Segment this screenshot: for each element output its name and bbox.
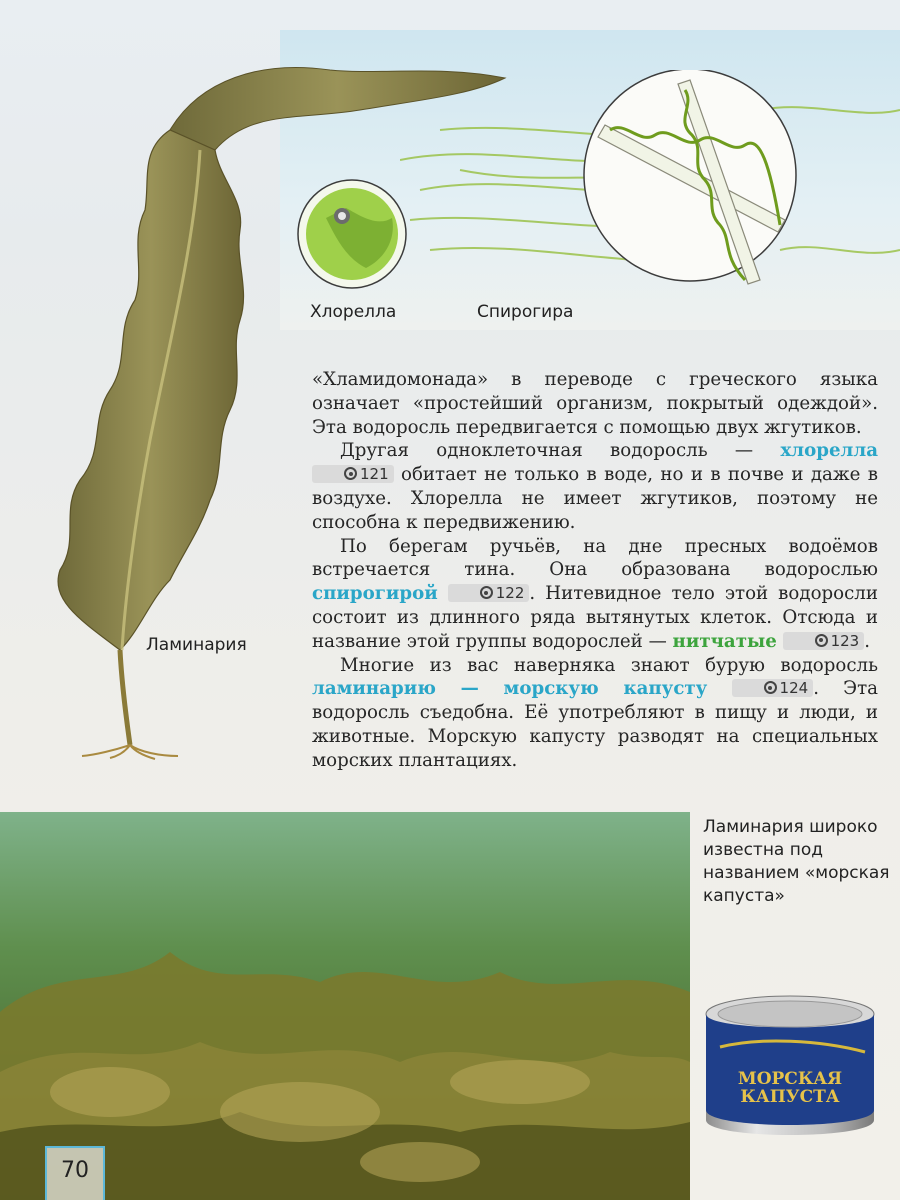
term-filamentous: нитчатые — [672, 630, 777, 652]
term-spirogyra: спирогирой — [312, 583, 438, 605]
spirogyra-illustration — [400, 70, 900, 300]
disc-icon — [764, 681, 777, 694]
resource-ref-122[interactable] — [448, 584, 530, 602]
paragraph-text: Другая одноклеточная водоросль — — [340, 440, 781, 462]
term-chlorella: хлорелла — [780, 440, 878, 462]
paragraph-4 — [312, 654, 878, 773]
paragraph-text: По берегам ручьёв, на дне пресных водоёмов встречается тина. Она образована водорослью — [312, 535, 878, 581]
resource-ref-123[interactable] — [783, 632, 865, 650]
paragraph-text: Многие из вас наверняка знают бурую водоросль — [340, 654, 878, 676]
paragraph-text: . — [864, 630, 871, 652]
sea-cabbage-can-image — [700, 992, 880, 1142]
ref-number: 124 — [779, 679, 809, 698]
chlorella-illustration — [296, 178, 408, 290]
paragraph-3 — [312, 535, 878, 654]
can-label-line1: МОРСКАЯ — [737, 1069, 843, 1089]
disc-icon — [480, 586, 493, 599]
laminaria-caption: Ламинария — [146, 635, 247, 655]
resource-ref-121[interactable] — [312, 465, 394, 483]
disc-icon — [344, 467, 357, 480]
resource-ref-124[interactable] — [732, 679, 814, 697]
disc-icon — [815, 634, 828, 647]
can-label-line2: КАПУСТА — [740, 1087, 840, 1107]
ref-number: 122 — [495, 584, 525, 603]
spirogyra-caption: Спирогира — [477, 302, 574, 322]
term-laminaria: ламинарию — морскую капусту — [312, 678, 708, 700]
paragraph-text: . Эта водоросль съедобна. Её употребляют в пищу и люди, и животные. Морскую капусту разводят на специальных морских плантациях. — [312, 678, 878, 771]
chlorella-caption: Хлорелла — [310, 302, 397, 322]
paragraph-text: обитает не только в воде, но и в почве и даже в воздухе. Хлорелла не имеет жгутиков, поэтому не способна к передвижению. — [312, 464, 878, 533]
ref-number: 121 — [360, 465, 389, 484]
page-number: 70 — [45, 1146, 105, 1200]
underwater-kelp-photo — [0, 812, 690, 1200]
paragraph-text: . Нитевидное тело этой водоросли состоит из длинного ряда вытянутых клеток. Отсюда и название этой группы водорослей — — [312, 583, 878, 652]
paragraph-2 — [312, 439, 878, 534]
paragraph-1: «Хламидомонада» в переводе с греческого языка означает «простейший организм, покрытый одеждой». Эта водоросль передвигается с помощью двух жгутиков. — [312, 369, 878, 438]
side-caption: Ламинария широко известна под названием «морская капуста» — [703, 817, 890, 906]
body-text — [312, 368, 878, 773]
ref-number: 123 — [830, 631, 860, 650]
